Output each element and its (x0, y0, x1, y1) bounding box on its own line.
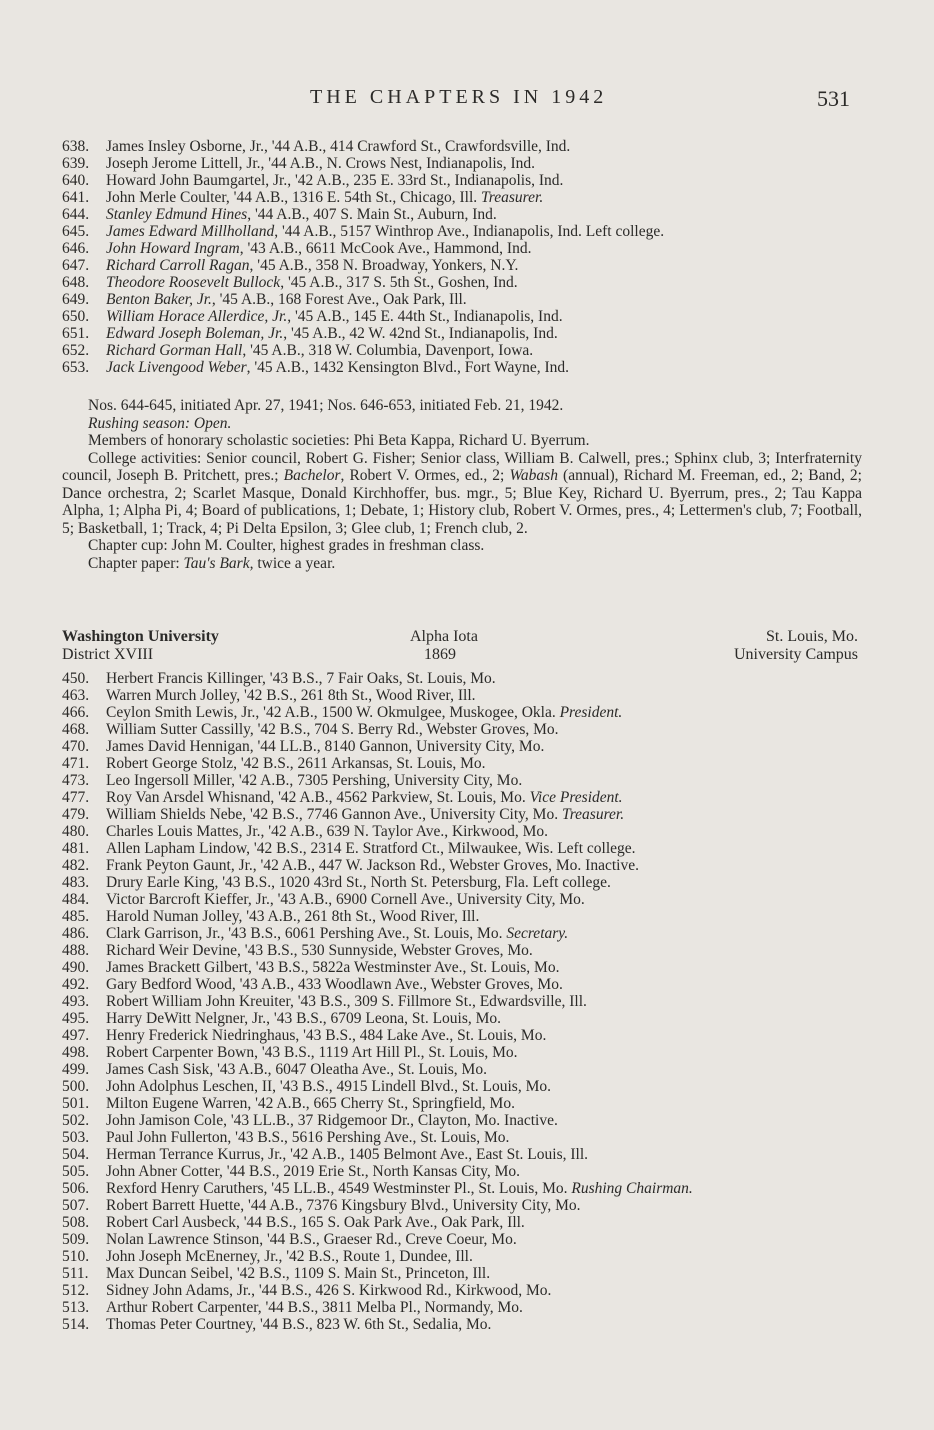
entry-number: 508. (62, 1214, 90, 1231)
entry-text (106, 959, 559, 976)
entry-text (106, 1248, 473, 1265)
member-details: , '45 A.B., 1432 Kensington Blvd., Fort Wayne, Ind. (246, 359, 570, 376)
entry-number: 649. (62, 291, 90, 308)
entry-text (106, 308, 563, 325)
entry-text (106, 325, 558, 342)
entry-text (106, 138, 570, 155)
paper-text-a: Chapter paper: (88, 554, 184, 572)
entry-text (106, 670, 496, 687)
entry-number: 473. (62, 772, 90, 789)
member-details: Ceylon Smith Lewis, Jr., '42 A.B., 1500 W. Okmulgee, Muskogee, Okla. (106, 704, 560, 721)
member-details: James David Hennigan, '44 LL.B., 8140 Gannon, University City, Mo. (106, 738, 545, 755)
entry-number: 492. (62, 976, 90, 993)
entry-number: 493. (62, 993, 90, 1010)
paper-note (62, 555, 862, 573)
entry-number: 501. (62, 1095, 90, 1112)
entry-number: 502. (62, 1112, 90, 1129)
member-details: Warren Murch Jolley, '42 B.S., 261 8th St., Wood River, Ill. (106, 687, 476, 704)
member-details: Leo Ingersoll Miller, '42 A.B., 7305 Pershing, University City, Mo. (106, 772, 523, 789)
office-note: Rushing Chairman. (571, 1180, 693, 1197)
member-details: Harold Numan Jolley, '43 A.B., 261 8th St., Wood River, Ill. (106, 908, 480, 925)
entry-number: 647. (62, 257, 90, 274)
chapter-campus: University Campus (734, 646, 858, 663)
entry-text (106, 925, 568, 942)
entry-number: 477. (62, 789, 90, 806)
entry-text (106, 240, 531, 257)
member-details: Charles Louis Mattes, Jr., '42 A.B., 639 N. Taylor Ave., Kirkwood, Mo. (106, 823, 548, 840)
chapter-notes (62, 397, 862, 572)
member-details: Henry Frederick Niedringhaus, '43 B.S., 484 Lake Ave., St. Louis, Mo. (106, 1027, 547, 1044)
member-details: , '44 A.B., 5157 Winthrop Ave., Indianapolis, Ind. Left college. (274, 223, 665, 240)
entry-number: 503. (62, 1129, 90, 1146)
entry-number: 497. (62, 1027, 90, 1044)
member-details: , '42 A.B., 235 E. 33rd St., Indianapolis, Ind. (287, 172, 564, 189)
entry-text (106, 342, 533, 359)
entry-number: 490. (62, 959, 90, 976)
entry-number: 514. (62, 1316, 90, 1333)
member-details: Clark Garrison, Jr., '43 B.S., 6061 Pershing Ave., St. Louis, Mo. (106, 925, 507, 942)
entry-number: 480. (62, 823, 90, 840)
entry-number: 641. (62, 189, 90, 206)
member-details: Robert William John Kreuiter, '43 B.S., 309 S. Fillmore St., Edwardsville, Ill. (106, 993, 587, 1010)
entry-number: 653. (62, 359, 90, 376)
member-details: , '44 A.B., 407 S. Main St., Auburn, Ind. (247, 206, 497, 223)
member-name: John Merle Coulter (106, 189, 226, 206)
entry-text (106, 891, 585, 908)
member-details: Arthur Robert Carpenter, '44 B.S., 3811 Melba Pl., Normandy, Mo. (106, 1299, 523, 1316)
activities-text-a: College activities: Senior council, Robert G. Fisher; Senior class, William B. Calwell, pres.; Sphinx club, 3; Interfraternity council, Joseph B. Pritchett, pres.; (62, 449, 862, 484)
member-details: Nolan Lawrence Stinson, '44 B.S., Graeser Rd., Creve Coeur, Mo. (106, 1231, 517, 1248)
entry-number: 484. (62, 891, 90, 908)
member-name: Jack Livengood Weber (106, 359, 247, 376)
entry-number: 644. (62, 206, 90, 223)
entry-number: 481. (62, 840, 90, 857)
entry-text (106, 1163, 520, 1180)
entry-text (106, 274, 518, 291)
entry-number: 512. (62, 1282, 90, 1299)
entry-text (106, 206, 497, 223)
member-details: Robert Barrett Huette, '44 A.B., 7376 Kingsbury Blvd., University City, Mo. (106, 1197, 581, 1214)
entry-text (106, 806, 624, 823)
entry-text (106, 789, 623, 806)
entry-number: 463. (62, 687, 90, 704)
entry-text (106, 1061, 487, 1078)
entry-text (106, 721, 559, 738)
entry-text (106, 189, 543, 206)
member-details: Milton Eugene Warren, '42 A.B., 665 Cherry St., Springfield, Mo. (106, 1095, 515, 1112)
running-head (0, 86, 934, 116)
member-details: , '44 A.B., N. Crows Nest, Indianapolis, Ind. (260, 155, 536, 172)
running-title: THE CHAPTERS IN 1942 (310, 86, 608, 108)
entry-text (106, 1180, 693, 1197)
entry-text (106, 942, 533, 959)
honorary-note: Members of honorary scholastic societies: Phi Beta Kappa, Richard U. Byerrum. (88, 432, 590, 449)
member-details: Gary Bedford Wood, '43 A.B., 433 Woodlawn Ave., Webster Groves, Mo. (106, 976, 563, 993)
office-note: Treasurer. (561, 806, 625, 823)
entry-number: 650. (62, 308, 90, 325)
activities-wabash: Wabash (509, 467, 558, 484)
paper-title: Tau's Bark, (183, 554, 254, 572)
member-name: Richard Carroll Ragan (106, 257, 250, 274)
member-name: John Howard Ingram (106, 240, 240, 257)
member-details: John Joseph McEnerney, Jr., '42 B.S., Route 1, Dundee, Ill. (106, 1248, 473, 1265)
entry-number: 639. (62, 155, 90, 172)
member-details: Roy Van Arsdel Whisnand, '42 A.B., 4562 Parkview, St. Louis, Mo. (106, 789, 530, 806)
member-details: Max Duncan Seibel, '42 B.S., 1109 S. Main St., Princeton, Ill. (106, 1265, 491, 1282)
office-note: Vice President. (529, 789, 623, 806)
activities-note (62, 450, 862, 538)
member-details: Frank Peyton Gaunt, Jr., '42 A.B., 447 W. Jackson Rd., Webster Groves, Mo. Inactive. (106, 857, 639, 874)
member-name: Theodore Roosevelt Bullock (106, 274, 281, 291)
entry-number: 640. (62, 172, 90, 189)
chapter-city: St. Louis, Mo. (765, 628, 858, 645)
entry-text (106, 1265, 490, 1282)
page-number: 531 (817, 86, 850, 111)
member-details: Sidney John Adams, Jr., '44 B.S., 426 S. Kirkwood Rd., Kirkwood, Mo. (106, 1282, 552, 1299)
entry-text (106, 1010, 501, 1027)
cup-note: Chapter cup: John M. Coulter, highest grades in freshman class. (88, 537, 485, 554)
entry-number: 482. (62, 857, 90, 874)
member-details: John Adolphus Leschen, II, '43 B.S., 4915 Lindell Blvd., St. Louis, Mo. (106, 1078, 551, 1095)
entry-text (106, 223, 664, 240)
member-details: Harry DeWitt Nelgner, Jr., '43 B.S., 6709 Leona, St. Louis, Mo. (106, 1010, 502, 1027)
member-details: , '43 A.B., 6611 McCook Ave., Hammond, Ind. (239, 240, 532, 257)
office-note: Secretary. (506, 925, 569, 942)
entry-text (106, 1231, 517, 1248)
entry-number: 468. (62, 721, 90, 738)
member-details: , '44 A.B., 414 Crawford St., Crawfordsville, Ind. (264, 138, 571, 155)
entry-number: 652. (62, 342, 90, 359)
entry-text (106, 908, 479, 925)
member-name: Stanley Edmund Hines (106, 206, 248, 223)
entry-number: 645. (62, 223, 90, 240)
entry-text (106, 1214, 525, 1231)
entry-number: 513. (62, 1299, 90, 1316)
member-details: , '45 A.B., 42 W. 42nd St., Indianapolis, Ind. (283, 325, 558, 342)
entry-number: 479. (62, 806, 90, 823)
member-name: Joseph Jerome Littell, Jr. (106, 155, 261, 172)
entry-number: 466. (62, 704, 90, 721)
entry-text (106, 755, 486, 772)
entry-text (106, 291, 467, 308)
entry-text (106, 1299, 523, 1316)
entry-number: 450. (62, 670, 90, 687)
chapter-year: 1869 (424, 646, 456, 663)
member-details: William Sutter Cassilly, '42 B.S., 704 S. Berry Rd., Webster Groves, Mo. (106, 721, 559, 738)
initiation-note: Nos. 644-645, initiated Apr. 27, 1941; Nos. 646-653, initiated Feb. 21, 1942. (88, 397, 564, 414)
entry-text (106, 359, 569, 376)
member-details: Herbert Francis Killinger, '43 B.S., 7 Fair Oaks, St. Louis, Mo. (106, 670, 496, 687)
entry-text (106, 1044, 518, 1061)
entry-number: 504. (62, 1146, 90, 1163)
entry-number: 470. (62, 738, 90, 755)
entry-text (106, 155, 535, 172)
member-details: Rexford Henry Caruthers, '45 LL.B., 4549 Westminster Pl., St. Louis, Mo. (106, 1180, 572, 1197)
entry-text (106, 840, 636, 857)
entry-text (106, 993, 587, 1010)
entry-number: 651. (62, 325, 90, 342)
entry-text (106, 1027, 546, 1044)
member-details: , '45 A.B., 168 Forest Ave., Oak Park, Ill. (211, 291, 467, 308)
member-details: , '45 A.B., 318 W. Columbia, Davenport, Iowa. (242, 342, 534, 359)
member-name: William Horace Allerdice, Jr. (106, 308, 288, 325)
chapter-name: Alpha Iota (410, 628, 478, 645)
member-details: Robert George Stolz, '42 B.S., 2611 Arkansas, St. Louis, Mo. (106, 755, 486, 772)
entry-text (106, 257, 518, 274)
member-details: James Cash Sisk, '43 A.B., 6047 Oleatha Ave., St. Louis, Mo. (106, 1061, 487, 1078)
member-name: James Edward Millholland (106, 223, 275, 240)
member-details: Paul John Fullerton, '43 B.S., 5616 Pershing Ave., St. Louis, Mo. (106, 1129, 510, 1146)
entry-number: 499. (62, 1061, 90, 1078)
member-details: Thomas Peter Courtney, '44 B.S., 823 W. 6th St., Sedalia, Mo. (106, 1316, 492, 1333)
member-details: William Shields Nebe, '42 B.S., 7746 Gannon Ave., University City, Mo. (106, 806, 562, 823)
member-details: , '45 A.B., 317 S. 5th St., Goshen, Ind. (280, 274, 518, 291)
member-details: Robert Carpenter Bown, '43 B.S., 1119 Art Hill Pl., St. Louis, Mo. (106, 1044, 518, 1061)
entry-text (106, 874, 611, 891)
member-details: , '44 A.B., 1316 E. 54th St., Chicago, Ill. (225, 189, 482, 206)
member-details: , '45 A.B., 358 N. Broadway, Yonkers, N.Y. (249, 257, 519, 274)
member-name: Richard Gorman Hall (106, 342, 243, 359)
entry-number: 506. (62, 1180, 90, 1197)
entry-number: 505. (62, 1163, 90, 1180)
entry-text (106, 1078, 551, 1095)
member-details: Victor Barcroft Kieffer, Jr., '43 A.B., 6900 Cornell Ave., University City, Mo. (106, 891, 585, 908)
entry-number: 500. (62, 1078, 90, 1095)
entry-number: 648. (62, 274, 90, 291)
chapter-school: Washington University (62, 628, 219, 645)
entry-text (106, 1112, 558, 1129)
member-details: John Abner Cotter, '44 B.S., 2019 Erie St., North Kansas City, Mo. (106, 1163, 521, 1180)
office-note: President. (559, 704, 623, 721)
entry-text (106, 772, 522, 789)
chapter-heading (62, 628, 858, 668)
rushing-note: Rushing season: Open. (88, 414, 232, 432)
member-name: Benton Baker, Jr. (106, 291, 212, 308)
entry-number: 471. (62, 755, 90, 772)
entry-text (106, 172, 563, 189)
member-details: Drury Earle King, '43 B.S., 1020 43rd St., North St. Petersburg, Fla. Left college. (106, 874, 611, 891)
member-details: James Brackett Gilbert, '43 B.S., 5822a Westminster Ave., St. Louis, Mo. (106, 959, 560, 976)
member-name: Edward Joseph Boleman, Jr. (106, 325, 284, 342)
entry-text (106, 823, 548, 840)
entry-number: 486. (62, 925, 90, 942)
entry-text (106, 1129, 509, 1146)
paper-text-c: twice a year. (253, 554, 336, 572)
member-details: John Jamison Cole, '43 LL.B., 37 Ridgemoor Dr., Clayton, Mo. Inactive. (106, 1112, 558, 1129)
entry-text (106, 976, 563, 993)
chapter-district: District XVIII (62, 646, 154, 663)
office-note: Treasurer. (481, 189, 544, 206)
entry-text (106, 857, 639, 874)
entry-text (106, 1316, 491, 1333)
member-details: Herman Terrance Kurrus, Jr., '42 A.B., 1405 Belmont Ave., East St. Louis, Ill. (106, 1146, 588, 1163)
member-details: Richard Weir Devine, '43 B.S., 530 Sunnyside, Webster Groves, Mo. (106, 942, 533, 959)
entry-text (106, 704, 622, 721)
entry-number: 509. (62, 1231, 90, 1248)
entry-number: 510. (62, 1248, 90, 1265)
activities-text-e: (annual), Richard M. Freeman, ed., 2; Band, 2; Dance orchestra, 2; Scarlet Masque, Donald Kirchhoffer, bus. mgr., 5; Blue Key, Richard U. Byerrum, pres., 2; Tau Kappa Alpha, 1; Alpha Pi, 4; Board of publications, 1; Debate, 1; History club, Robert V. Ormes, pres., 4; Lettermen's club, 7; Football, 5; Basketball, 1; Track, 4; Pi Delta Epsilon, 3; Glee club, 1; French club, 2. (62, 467, 862, 537)
entry-number: 638. (62, 138, 90, 155)
entry-number: 483. (62, 874, 90, 891)
entry-text (106, 1095, 515, 1112)
entry-text (106, 1146, 588, 1163)
member-name: James Insley Osborne, Jr. (106, 138, 264, 155)
entry-number: 488. (62, 942, 90, 959)
member-details: , '45 A.B., 145 E. 44th St., Indianapolis, Ind. (287, 308, 563, 325)
activities-text-c: , Robert V. Ormes, ed., 2; (340, 467, 510, 484)
entry-text (106, 1282, 551, 1299)
member-details: Robert Carl Ausbeck, '44 B.S., 165 S. Oak Park Ave., Oak Park, Ill. (106, 1214, 525, 1231)
entry-number: 485. (62, 908, 90, 925)
member-details: Allen Lapham Lindow, '42 B.S., 2314 E. Stratford Ct., Milwaukee, Wis. Left college. (106, 840, 636, 857)
member-name: Howard John Baumgartel, Jr. (106, 172, 288, 189)
entry-text (106, 738, 544, 755)
entry-number: 495. (62, 1010, 90, 1027)
entry-text (106, 687, 476, 704)
entry-text (106, 1197, 581, 1214)
entry-number: 511. (62, 1265, 89, 1282)
entry-number: 498. (62, 1044, 90, 1061)
activities-bachelor: Bachelor (283, 467, 341, 484)
entry-number: 646. (62, 240, 90, 257)
entry-number: 507. (62, 1197, 90, 1214)
